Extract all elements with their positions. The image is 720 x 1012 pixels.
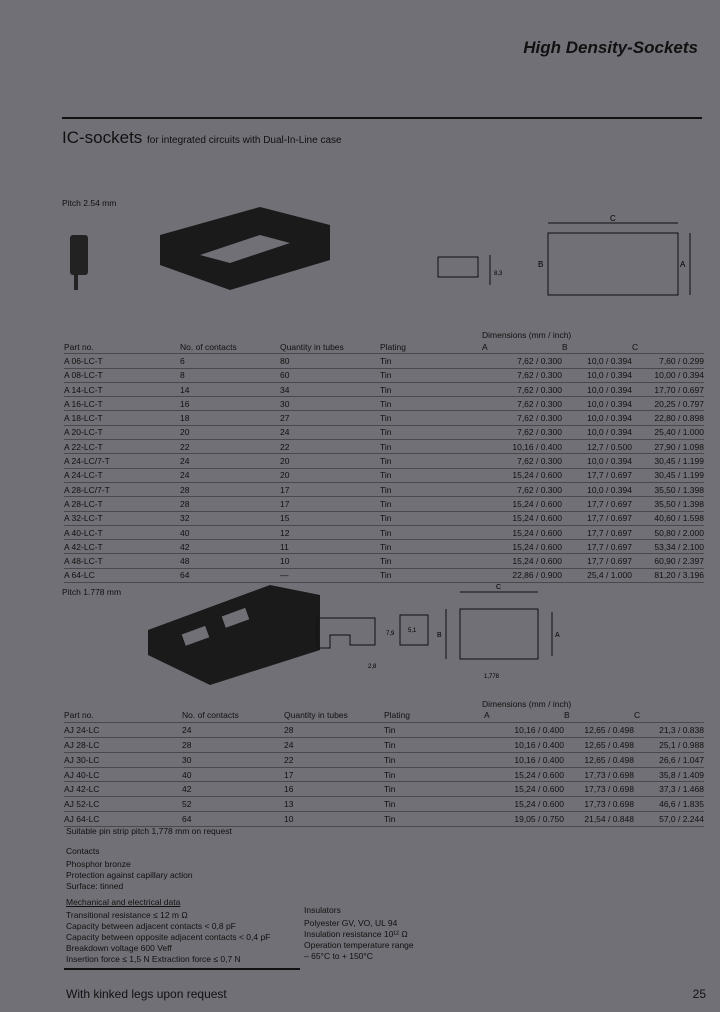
- table-row: [64, 411, 704, 425]
- socket-illustration-1: [60, 205, 720, 325]
- table-cell: 17,73 / 0.698: [564, 782, 634, 797]
- contacts-line: Surface: tinned: [66, 881, 124, 891]
- pitch-label-2: Pitch 1.778 mm: [62, 587, 122, 597]
- table-cell: Tin: [380, 568, 482, 582]
- table-cell: Tin: [384, 767, 484, 782]
- table-cell: AJ 64-LC: [64, 812, 182, 827]
- table-cell: 6: [180, 354, 280, 368]
- table-cell: A 18-LC-T: [64, 411, 180, 425]
- column-header: B: [564, 708, 634, 722]
- table-cell: A 06-LC-T: [64, 354, 180, 368]
- column-header: A: [484, 708, 564, 722]
- table-cell: 10,16 / 0.400: [484, 722, 564, 737]
- table-cell: Tin: [380, 540, 482, 554]
- table-cell: 10,0 / 0.394: [562, 411, 632, 425]
- table-cell: 10,16 / 0.400: [484, 737, 564, 752]
- table-cell: 7,62 / 0.300: [482, 368, 562, 382]
- mech-line: Capacity between opposite adjacent contacts < 0,4 pF: [66, 932, 271, 942]
- table-cell: 10,16 / 0.400: [484, 752, 564, 767]
- table-row: [64, 497, 704, 511]
- insulators-section: [304, 905, 414, 962]
- table-cell: 34: [280, 382, 380, 396]
- table-cell: 80: [280, 354, 380, 368]
- table-cell: 81,20 / 3.196: [632, 568, 704, 582]
- table-row: [64, 782, 704, 797]
- table-cell: Tin: [384, 722, 484, 737]
- table-cell: 30: [182, 752, 284, 767]
- dims-header-2: Dimensions (mm / inch): [482, 699, 572, 709]
- mech-line: Capacity between adjacent contacts < 0,8 pF: [66, 921, 236, 931]
- table-cell: 18: [180, 411, 280, 425]
- table-cell: 46,6 / 1.835: [634, 797, 704, 812]
- dim-b-label-2: B: [437, 632, 442, 639]
- table-cell: 17,7 / 0.697: [562, 511, 632, 525]
- footer-rule: [64, 968, 300, 970]
- table-cell: 13: [284, 797, 384, 812]
- dim-a-label: A: [680, 260, 686, 269]
- table-cell: 28: [180, 482, 280, 496]
- table-cell: 7,62 / 0.300: [482, 354, 562, 368]
- table-cell: 17,7 / 0.697: [562, 468, 632, 482]
- table-cell: 40: [180, 525, 280, 539]
- insulators-line: Polyester GV, VO, UL 94: [304, 918, 398, 928]
- table-cell: 60: [280, 368, 380, 382]
- table-cell: A 24-LC/7-T: [64, 454, 180, 468]
- table-row: [64, 797, 704, 812]
- table-cell: AJ 28-LC: [64, 737, 182, 752]
- table-cell: 28: [182, 737, 284, 752]
- table-row: [64, 812, 704, 827]
- dim-7-9-label: 7,9: [386, 631, 395, 637]
- mech-line: Insertion force ≤ 1,5 N Extraction force ≤ 0,7 N: [66, 954, 241, 964]
- table-cell: 17: [280, 482, 380, 496]
- table-row: [64, 468, 704, 482]
- table-cell: —: [280, 568, 380, 582]
- table-row: [64, 722, 704, 737]
- table-cell: 15: [280, 511, 380, 525]
- table-cell: 10: [280, 554, 380, 568]
- table-cell: 32: [180, 511, 280, 525]
- parts-table-2: [64, 708, 704, 827]
- table-cell: 52: [182, 797, 284, 812]
- mech-line: Transitional resistance ≤ 12 m Ω: [66, 910, 188, 920]
- insulators-heading: Insulators: [304, 905, 341, 915]
- table-cell: 17,7 / 0.697: [562, 554, 632, 568]
- table-cell: 27: [280, 411, 380, 425]
- table-cell: 42: [182, 782, 284, 797]
- table-cell: 15,24 / 0.600: [482, 554, 562, 568]
- table-cell: A 42-LC-T: [64, 540, 180, 554]
- table-cell: 14: [180, 382, 280, 396]
- table-cell: AJ 42-LC: [64, 782, 182, 797]
- dim-c-label-2: C: [496, 584, 502, 591]
- table-cell: 16: [180, 397, 280, 411]
- table-cell: A 64-LC: [64, 568, 180, 582]
- table-cell: AJ 24-LC: [64, 722, 182, 737]
- table-cell: 7,62 / 0.300: [482, 454, 562, 468]
- table-cell: 30,45 / 1.199: [632, 454, 704, 468]
- table-cell: 15,24 / 0.600: [484, 797, 564, 812]
- table-cell: 22: [180, 440, 280, 454]
- table-cell: Tin: [380, 354, 482, 368]
- table-cell: 16: [284, 782, 384, 797]
- table-cell: 25,4 / 1.000: [562, 568, 632, 582]
- table-cell: 25,40 / 1.000: [632, 425, 704, 439]
- table-cell: 15,24 / 0.600: [482, 511, 562, 525]
- table-cell: 15,24 / 0.600: [482, 468, 562, 482]
- table-cell: 53,34 / 2.100: [632, 540, 704, 554]
- table-cell: 26,6 / 1.047: [634, 752, 704, 767]
- table-cell: AJ 52-LC: [64, 797, 182, 812]
- contacts-line: Protection against capillary action: [66, 870, 193, 880]
- table-cell: Tin: [380, 397, 482, 411]
- table-row: [64, 525, 704, 539]
- table-cell: 21,54 / 0.848: [564, 812, 634, 827]
- table-cell: 10,0 / 0.394: [562, 454, 632, 468]
- table-row: [64, 440, 704, 454]
- contacts-line: Phosphor bronze: [66, 859, 131, 869]
- table-cell: 22: [280, 440, 380, 454]
- table-cell: 17: [280, 497, 380, 511]
- column-header: C: [634, 708, 704, 722]
- table-cell: 8: [180, 368, 280, 382]
- socket-illustration-2: [60, 580, 720, 690]
- table-cell: 10,0 / 0.394: [562, 382, 632, 396]
- table-cell: 28: [180, 497, 280, 511]
- dim-b-label: B: [538, 260, 544, 269]
- table-cell: 15,24 / 0.600: [484, 767, 564, 782]
- dim-height-label: 8,3: [494, 271, 503, 277]
- table-cell: 40: [182, 767, 284, 782]
- table-cell: A 24-LC-T: [64, 468, 180, 482]
- dim-a-label-2: A: [555, 632, 560, 639]
- table-row: [64, 454, 704, 468]
- table-cell: 10,0 / 0.394: [562, 354, 632, 368]
- mech-heading: Mechanical and electrical data: [66, 897, 181, 907]
- contacts-section: [66, 846, 193, 892]
- table-cell: 11: [280, 540, 380, 554]
- column-header: No. of contacts: [180, 340, 280, 354]
- dim-pitch-label: 1,778: [484, 674, 500, 680]
- table-cell: 22,86 / 0.900: [482, 568, 562, 582]
- table-cell: A 28-LC-T: [64, 497, 180, 511]
- table-cell: A 40-LC-T: [64, 525, 180, 539]
- table-cell: 15,24 / 0.600: [482, 497, 562, 511]
- table-cell: A 48-LC-T: [64, 554, 180, 568]
- contacts-heading: Contacts: [66, 846, 100, 856]
- table-cell: 10,0 / 0.394: [562, 425, 632, 439]
- table-cell: A 32-LC-T: [64, 511, 180, 525]
- table-cell: 12,65 / 0.498: [564, 737, 634, 752]
- table-header: [64, 708, 704, 722]
- table-cell: Tin: [384, 797, 484, 812]
- parts-table-1: [64, 340, 704, 583]
- table-cell: 35,50 / 1.398: [632, 497, 704, 511]
- table-cell: 17,70 / 0.697: [632, 382, 704, 396]
- table-cell: 19,05 / 0.750: [484, 812, 564, 827]
- header-rule: [62, 117, 702, 119]
- table-cell: A 22-LC-T: [64, 440, 180, 454]
- table-cell: A 08-LC-T: [64, 368, 180, 382]
- table-cell: 10,0 / 0.394: [562, 368, 632, 382]
- table-cell: Tin: [384, 752, 484, 767]
- column-header: B: [562, 340, 632, 354]
- table-cell: 10,00 / 0.394: [632, 368, 704, 382]
- table-cell: A 28-LC/7-T: [64, 482, 180, 496]
- table-cell: 17,73 / 0.698: [564, 767, 634, 782]
- table-cell: 7,62 / 0.300: [482, 397, 562, 411]
- table-row: [64, 554, 704, 568]
- table-row: [64, 767, 704, 782]
- insulators-line: Insulation resistance 10¹² Ω: [304, 929, 408, 939]
- table-cell: 30,45 / 1.199: [632, 468, 704, 482]
- table-header: [64, 340, 704, 354]
- column-header: Part no.: [64, 708, 182, 722]
- table-cell: 17,7 / 0.697: [562, 540, 632, 554]
- table-cell: Tin: [380, 440, 482, 454]
- table-cell: 21,3 / 0.838: [634, 722, 704, 737]
- table-cell: 27,90 / 1.098: [632, 440, 704, 454]
- dim-2-8-label: 2,8: [368, 664, 377, 670]
- table-row: [64, 737, 704, 752]
- table-cell: Tin: [384, 782, 484, 797]
- table-cell: 7,62 / 0.300: [482, 482, 562, 496]
- table-cell: Tin: [380, 425, 482, 439]
- page-number: 25: [692, 987, 706, 1001]
- table-cell: 20,25 / 0.797: [632, 397, 704, 411]
- table-cell: 10,0 / 0.394: [562, 482, 632, 496]
- table-cell: 17,7 / 0.697: [562, 497, 632, 511]
- table-cell: 15,24 / 0.600: [482, 525, 562, 539]
- table-cell: Tin: [384, 737, 484, 752]
- table-cell: A 20-LC-T: [64, 425, 180, 439]
- note: Suitable pin strip pitch 1,778 mm on request: [66, 826, 232, 836]
- table-cell: 64: [182, 812, 284, 827]
- table-cell: 17,7 / 0.697: [562, 525, 632, 539]
- footer-text: With kinked legs upon request: [66, 987, 227, 1001]
- table-cell: Tin: [384, 812, 484, 827]
- mech-section: [66, 897, 270, 965]
- table-cell: 7,62 / 0.300: [482, 411, 562, 425]
- table-cell: 12,7 / 0.500: [562, 440, 632, 454]
- column-header: Quantity in tubes: [280, 340, 380, 354]
- dim-5-1-label: 5,1: [408, 628, 417, 634]
- table-cell: Tin: [380, 497, 482, 511]
- column-header: Plating: [384, 708, 484, 722]
- table-cell: Tin: [380, 454, 482, 468]
- table-cell: Tin: [380, 554, 482, 568]
- table-cell: AJ 30-LC: [64, 752, 182, 767]
- insulators-line: Operation temperature range: [304, 940, 414, 950]
- table-cell: 17,73 / 0.698: [564, 797, 634, 812]
- table-cell: A 16-LC-T: [64, 397, 180, 411]
- page-title: High Density-Sockets: [523, 38, 698, 57]
- table-row: [64, 354, 704, 368]
- table-cell: 35,8 / 1.409: [634, 767, 704, 782]
- table-cell: 12: [280, 525, 380, 539]
- column-header: Part no.: [64, 340, 180, 354]
- table-cell: Tin: [380, 411, 482, 425]
- table-row: [64, 482, 704, 496]
- table-cell: 37,3 / 1.468: [634, 782, 704, 797]
- column-header: Quantity in tubes: [284, 708, 384, 722]
- column-header: A: [482, 340, 562, 354]
- table-cell: Tin: [380, 382, 482, 396]
- table-cell: 35,50 / 1.398: [632, 482, 704, 496]
- table-cell: 15,24 / 0.600: [482, 540, 562, 554]
- table-cell: 64: [180, 568, 280, 582]
- table-cell: Tin: [380, 468, 482, 482]
- table-cell: 50,80 / 2.000: [632, 525, 704, 539]
- table-cell: 57,0 / 2.244: [634, 812, 704, 827]
- table-cell: 17: [284, 767, 384, 782]
- table-row: [64, 397, 704, 411]
- table-cell: 42: [180, 540, 280, 554]
- table-cell: 24: [280, 425, 380, 439]
- table-cell: 24: [180, 468, 280, 482]
- table-cell: 20: [280, 468, 380, 482]
- table-cell: 15,24 / 0.600: [484, 782, 564, 797]
- table-cell: 22: [284, 752, 384, 767]
- section-title: IC-sockets for integrated circuits with Dual-In-Line case: [62, 128, 342, 147]
- pitch-label-1: Pitch 2.54 mm: [62, 198, 117, 208]
- table-cell: 28: [284, 722, 384, 737]
- table-cell: 60,90 / 2.397: [632, 554, 704, 568]
- table-cell: AJ 40-LC: [64, 767, 182, 782]
- table-cell: A 14-LC-T: [64, 382, 180, 396]
- table-cell: 24: [182, 722, 284, 737]
- table-cell: 20: [180, 425, 280, 439]
- table-cell: 30: [280, 397, 380, 411]
- table-cell: 48: [180, 554, 280, 568]
- table-cell: 7,62 / 0.300: [482, 425, 562, 439]
- table-cell: 22,80 / 0.898: [632, 411, 704, 425]
- table-cell: Tin: [380, 511, 482, 525]
- table-row: [64, 511, 704, 525]
- table-cell: 7,60 / 0.299: [632, 354, 704, 368]
- table-cell: 12,65 / 0.498: [564, 722, 634, 737]
- table-cell: 7,62 / 0.300: [482, 382, 562, 396]
- table-cell: 24: [180, 454, 280, 468]
- table-cell: 10,16 / 0.400: [482, 440, 562, 454]
- table-row: [64, 425, 704, 439]
- table-row: [64, 752, 704, 767]
- table-cell: 12,65 / 0.498: [564, 752, 634, 767]
- table-cell: 25,1 / 0.988: [634, 737, 704, 752]
- table-cell: Tin: [380, 482, 482, 496]
- column-header: No. of contacts: [182, 708, 284, 722]
- column-header: C: [632, 340, 704, 354]
- table-cell: 20: [280, 454, 380, 468]
- table-cell: 10,0 / 0.394: [562, 397, 632, 411]
- table-cell: 10: [284, 812, 384, 827]
- dims-header-1: Dimensions (mm / inch): [482, 330, 572, 340]
- insulators-line: – 65°C to + 150°C: [304, 951, 373, 961]
- table-cell: 40,60 / 1.598: [632, 511, 704, 525]
- table-cell: Tin: [380, 368, 482, 382]
- section-subtitle: for integrated circuits with Dual-In-Line case: [147, 135, 342, 146]
- table-cell: Tin: [380, 525, 482, 539]
- table-row: [64, 540, 704, 554]
- table-row: [64, 368, 704, 382]
- table-row: [64, 382, 704, 396]
- column-header: Plating: [380, 340, 482, 354]
- dim-c-label: C: [610, 214, 616, 223]
- mech-line: Breakdown voltage 600 Veff: [66, 943, 172, 953]
- table-cell: 24: [284, 737, 384, 752]
